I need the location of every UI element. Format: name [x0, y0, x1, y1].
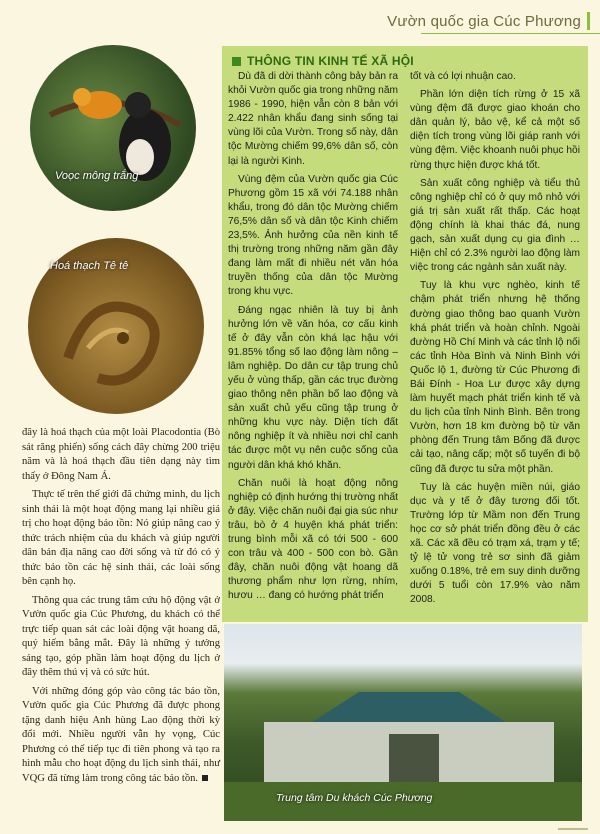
fossil-caption: Hoá thạch Tê tê [50, 260, 129, 272]
section-title: Vườn quốc gia Cúc Phương [387, 12, 581, 30]
panel-heading-text: THÔNG TIN KINH TẾ XÃ HỘI [247, 54, 414, 68]
panel-paragraph: Chăn nuôi là hoạt động nông nghiệp có định hướng thị trường nhất ở đây. Việc chăn nuôi đại gia súc như trâu, bò ở 4 huyện khá phát triển: trung bình mỗi xã có tới 500 - 600 con trâu và 400 - 500 con bò. Gần đây, chăn nuôi động vật hoang dã thương phẩm như lợn rừng, nhím, hươu … đang có hướng phát triển [228, 477, 399, 602]
header-divider [421, 33, 600, 34]
header-accent-bar [587, 12, 590, 30]
left-paragraph: Thông qua các trung tâm cứu hộ động vật ở Vườn quốc gia Cúc Phương, du khách có thể trực tiếp quan sát các loài động vật hoang dã, quý hiếm bằng mắt. Đây là những ý tưởng sáng tạo, góp phần làm hoạt động du lịch ở đây thêm thú vị và có sức hút. [22, 594, 220, 678]
panel-column-left [228, 70, 398, 607]
monkeys-caption: Voọc mông trắng [55, 170, 139, 182]
monkeys-illustration [30, 45, 196, 211]
page-header [387, 12, 590, 30]
panel-paragraph: Đáng ngạc nhiên là tuy bị ảnh hưởng lớn về văn hóa, cơ cấu kinh tế ở đây vẫn còn khá lạc hậu với 91.85% tổng số lao động làm nông – lâm nghiệp. Do dân cư tập trung chủ yếu ở vùng thấp, gần các trục đường giao thông nên phần bố lao động và sản xuất chủ yếu cũng tập trung ở những khu vực này. Diện tích đất nông nghiệp ít và nhiều nơi chỉ canh tác được một vụ nên cuộc sống của người dân khá khó khăn. [228, 304, 398, 471]
panel-paragraph: Tuy là khu vực nghèo, kinh tế chậm phát triển nhưng hệ thống đường giao thông bao quanh Vườn khá phát triển và hoàn chỉnh. Ngoài đường Hồ Chí Minh và các tỉnh lộ nối các tỉnh Hòa Bình và Ninh Bình với Quốc lộ 1, đường từ Cúc Phương đi Bái Đính - Hoa Lư được xây dựng làm huyết mạch phát triển kinh tế và du lịch của tỉnh Ninh Bình. Bên trong Vườn, hơn 18 km đường bộ từ văn phòng đến Trung tâm Bống đã được cải tạo, nâng cấp; một số tuyến đi bộ cũng đã được tu sửa một phần. [410, 280, 580, 475]
panel-paragraph: tốt và có lợi nhuận cao. [410, 71, 516, 82]
footer-mark [558, 828, 588, 830]
left-paragraph: đây là hoá thạch của một loài Placodontia (Bò sát răng phiến) sống cách đây chừng 200 triệu năm và là hoá thạch đầu tiên dạng này tìm thấy ở Đông Nam Á. [22, 427, 220, 482]
panel-paragraph: Dù đã di dời thành công bảy bản ra khỏi Vườn quốc gia trong những năm 1986 - 1990, hiện vẫn còn 8 bản với 2.422 nhân khẩu đang sinh sống tại vùng lõi của Vườn. Trong số này, dân tộc Mường chiếm 99,6% dân số, còn lại là người Kinh. [228, 71, 398, 167]
panel-paragraph: Sản xuất công nghiệp và tiểu thủ công nghiệp chỉ có ở quy mô nhỏ với giá trị sản xuất rất thấp. Các hoạt động chính là khai thác đá, nung gạch, sản xuất dụng cụ gia đình … Hiện chỉ có 2.3% người lao động làm việc trong các ngành sản xuất này. [410, 177, 580, 274]
building-entrance [389, 734, 439, 782]
monkeys-photo [30, 45, 196, 211]
heading-bullet-icon [232, 57, 241, 66]
left-paragraph [22, 685, 220, 787]
visitor-center-caption: Trung tâm Du khách Cúc Phương [276, 792, 433, 804]
panel-paragraph: Phần lớn diện tích rừng ở 15 xã vùng đệm đã được giao khoán cho dân quản lý, bảo vệ, kể cả một số diện tích trong vùng lõi giáp ranh với vùng đệm. Việc khoanh nuôi phục hồi rừng thực hiện được khá tốt. [410, 89, 580, 171]
left-article-text [22, 426, 220, 790]
building-roof [284, 684, 534, 724]
left-paragraph-text: Với những đóng góp vào công tác bảo tồn, Vườn quốc gia Cúc Phương đã được phong tặng danh hiệu Anh hùng Lao động thời kỳ đổi mới. Nhiều người vẫn hy vọng, Cúc Phương có thể tiếp tục đi tiên phong và tạo ra hình mẫu cho hoạt động du lịch sinh thái, như VQG đã từng làm trong công tác bảo tồn. [22, 685, 220, 784]
panel-paragraph: Vùng đệm của Vườn quốc gia Cúc Phương gồm 15 xã với 74.188 nhân khẩu, trong đó dân tộc Mường chiếm 76,5% dân số và dân tộc Kinh chiếm 23,5%. Ảnh hưởng của nền kinh tế thị trường trong những năm gần đây đang làm mất đi nhiều nét văn hóa truyền thống của dân tộc Mường trong khu vực. [228, 173, 398, 298]
end-mark [202, 775, 208, 781]
panel-column-right [410, 70, 580, 611]
panel-heading [232, 54, 414, 68]
panel-paragraph: Tuy là các huyện miền núi, giáo dục và y tế ở đây tương đối tốt. Trường lớp từ Mầm non đến Trung học cơ sở phát triển đồng đều ở các xã. Các xã đều có trạm xá, trạm y tế; tỷ lệ tử vong trẻ sơ sinh đã giảm xuống 0.18%, trẻ em suy dinh dưỡng dưới 5 tuổi còn 17.9% vào năm 2008. [410, 481, 580, 606]
left-paragraph: Thực tế trên thế giới đã chứng minh, du lịch sinh thái là một hoạt động mang lại nhiều giá trị cho hoạt động bảo tồn: Nó giúp nâng cao ý thức trách nhiệm của du khách và giúp người dân bản địa nâng cao đời sống và từ đó có ý thức bảo tồn các hệ sinh thái, các loài sống bên cạnh họ. [22, 489, 220, 587]
